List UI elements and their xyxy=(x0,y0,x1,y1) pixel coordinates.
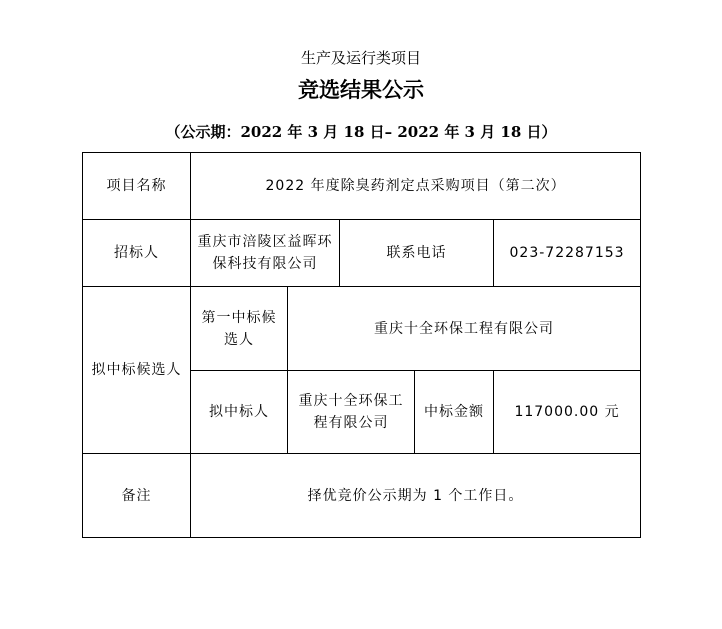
amount-value: 117000.00 元 xyxy=(494,371,641,454)
remark-value: 择优竞价公示期为 1 个工作日。 xyxy=(191,454,641,538)
candidate-group-label: 拟中标候选人 xyxy=(83,287,191,454)
tenderer-label: 招标人 xyxy=(83,220,191,287)
first-candidate-value: 重庆十全环保工程有限公司 xyxy=(288,287,641,371)
row-first-candidate xyxy=(83,287,641,371)
amount-label: 中标金额 xyxy=(415,371,494,454)
row-project-name xyxy=(83,153,641,220)
row-tenderer xyxy=(83,220,641,287)
remark-label: 备注 xyxy=(83,454,191,538)
tenderer-value: 重庆市涪陵区益晖环保科技有限公司 xyxy=(191,220,340,287)
project-name-label: 项目名称 xyxy=(83,153,191,220)
winner-label: 拟中标人 xyxy=(191,371,288,454)
row-remark xyxy=(83,454,641,538)
project-name-value: 2022 年度除臭药剂定点采购项目（第二次） xyxy=(191,153,641,220)
publicity-period: （公示期：2022 年 3 月 18 日– 2022 年 3 月 18 日） xyxy=(165,123,557,141)
result-table xyxy=(82,152,641,538)
first-candidate-label: 第一中标候选人 xyxy=(191,287,288,371)
winner-value: 重庆十全环保工程有限公司 xyxy=(288,371,415,454)
document-title: 竞选结果公示 xyxy=(298,77,424,102)
contact-label: 联系电话 xyxy=(340,220,494,287)
contact-value: 023-72287153 xyxy=(494,220,641,287)
document-subtitle: 生产及运行类项目 xyxy=(300,49,421,67)
